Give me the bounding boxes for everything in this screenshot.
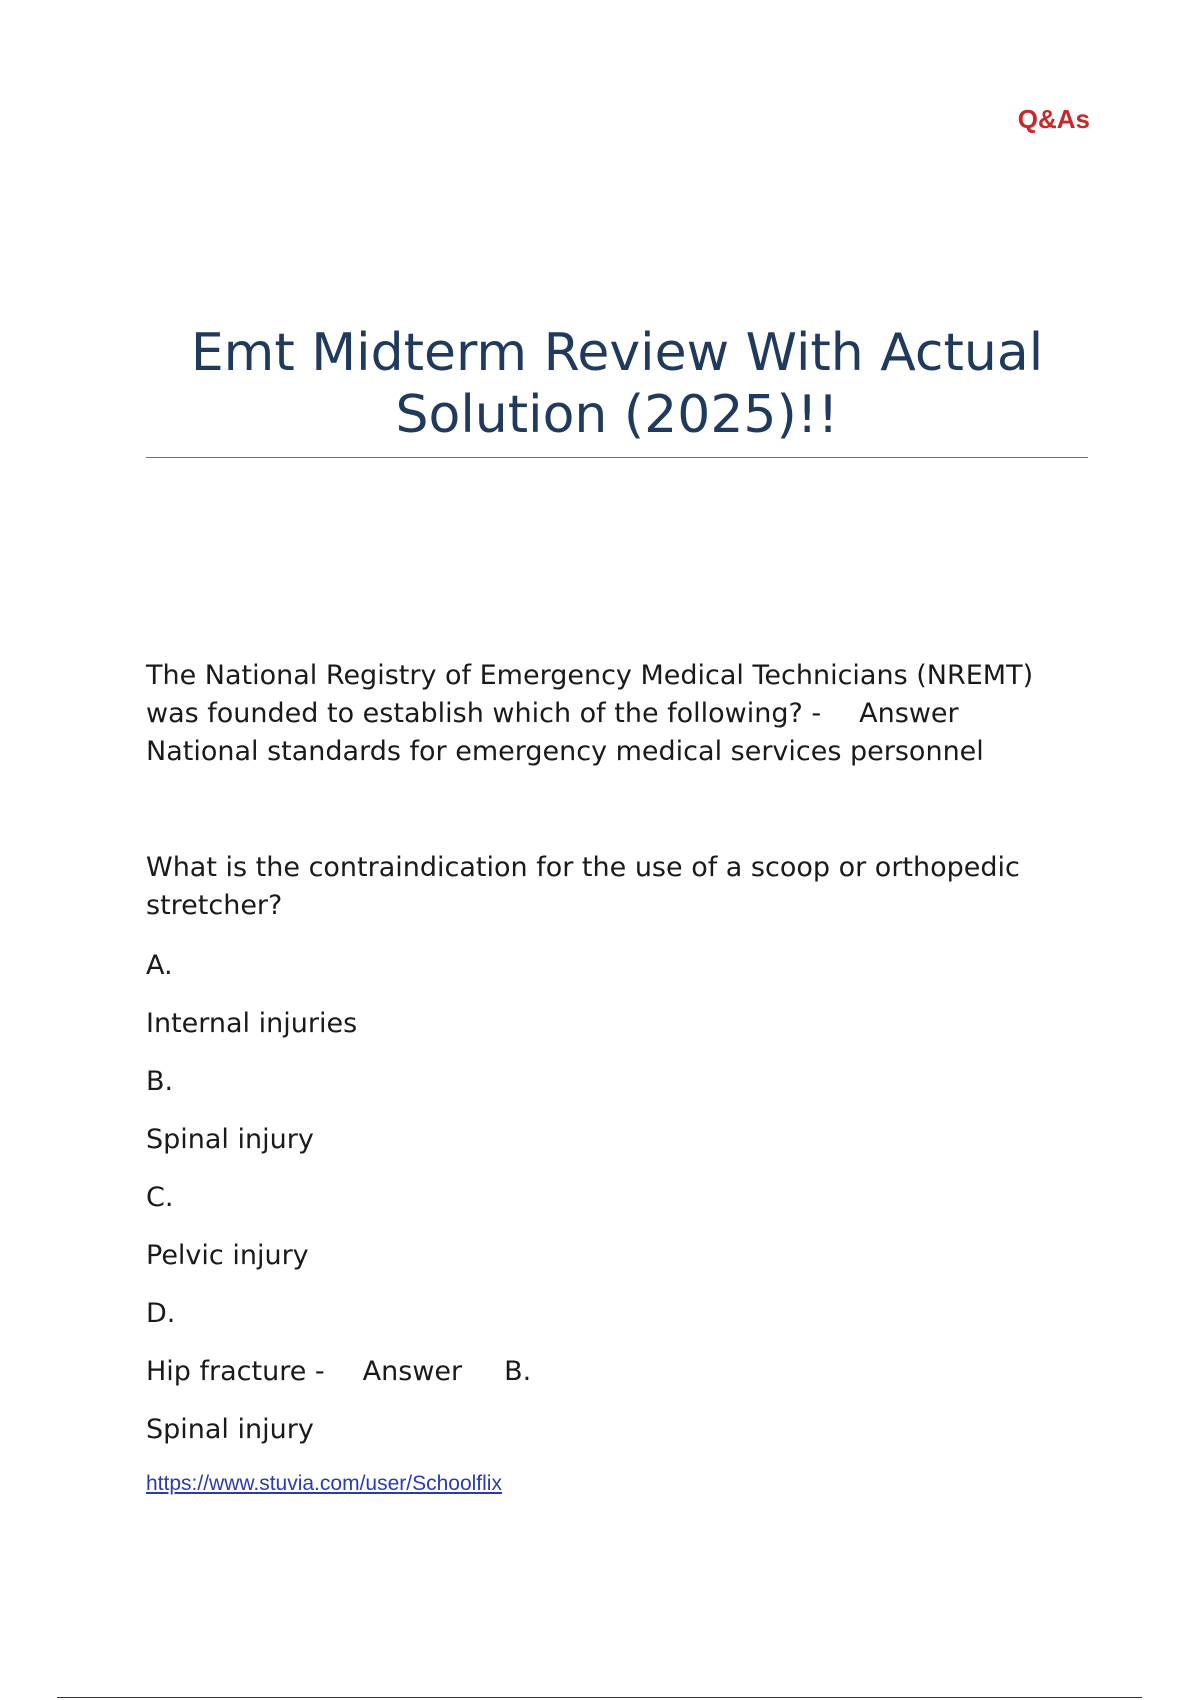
option-a-text: Internal injuries [146,1008,358,1039]
question-2-line-2: stretcher? [146,890,283,921]
question-1 [146,657,1096,771]
question-2-text [146,849,1096,925]
question-2-line-1: What is the contraindication for the use of a scoop or orthopedic [146,852,1020,883]
question-1-answer-text: National standards for emergency medical services personnel [146,736,984,767]
option-d-answer-line [146,1353,1096,1391]
option-d-letter: D. [146,1298,176,1329]
question-1-line-1: The National Registry of Emergency Medical Technicians (NREMT) [146,660,1034,691]
question-1-line-2: was founded to establish which of the following? - [146,698,822,729]
question-1-text [146,657,1096,771]
question-2-answer-label: Answer [362,1356,463,1387]
header-tag: Q&As [1017,104,1090,134]
option-a-letter: A. [146,950,173,981]
question-1-answer-label: Answer [859,698,959,729]
option-b-text: Spinal injury [146,1124,314,1155]
option-d-text: Hip fracture - [146,1356,325,1387]
question-2 [146,849,1096,925]
page-bottom-rule [57,1697,1142,1698]
question-2-answer-text: Spinal injury [146,1414,314,1445]
option-c-text: Pelvic injury [146,1240,309,1271]
footer-link[interactable]: https://www.stuvia.com/user/Schoolflix [146,1472,502,1495]
title-divider [146,457,1088,458]
option-b-letter: B. [146,1066,174,1097]
question-2-options [146,947,1096,1469]
document-title [146,322,1088,446]
title-line-1: Emt Midterm Review With Actual [190,323,1044,383]
option-c-letter: C. [146,1182,174,1213]
question-2-answer-letter: B. [504,1356,532,1387]
title-line-2: Solution (2025)!! [395,385,839,445]
